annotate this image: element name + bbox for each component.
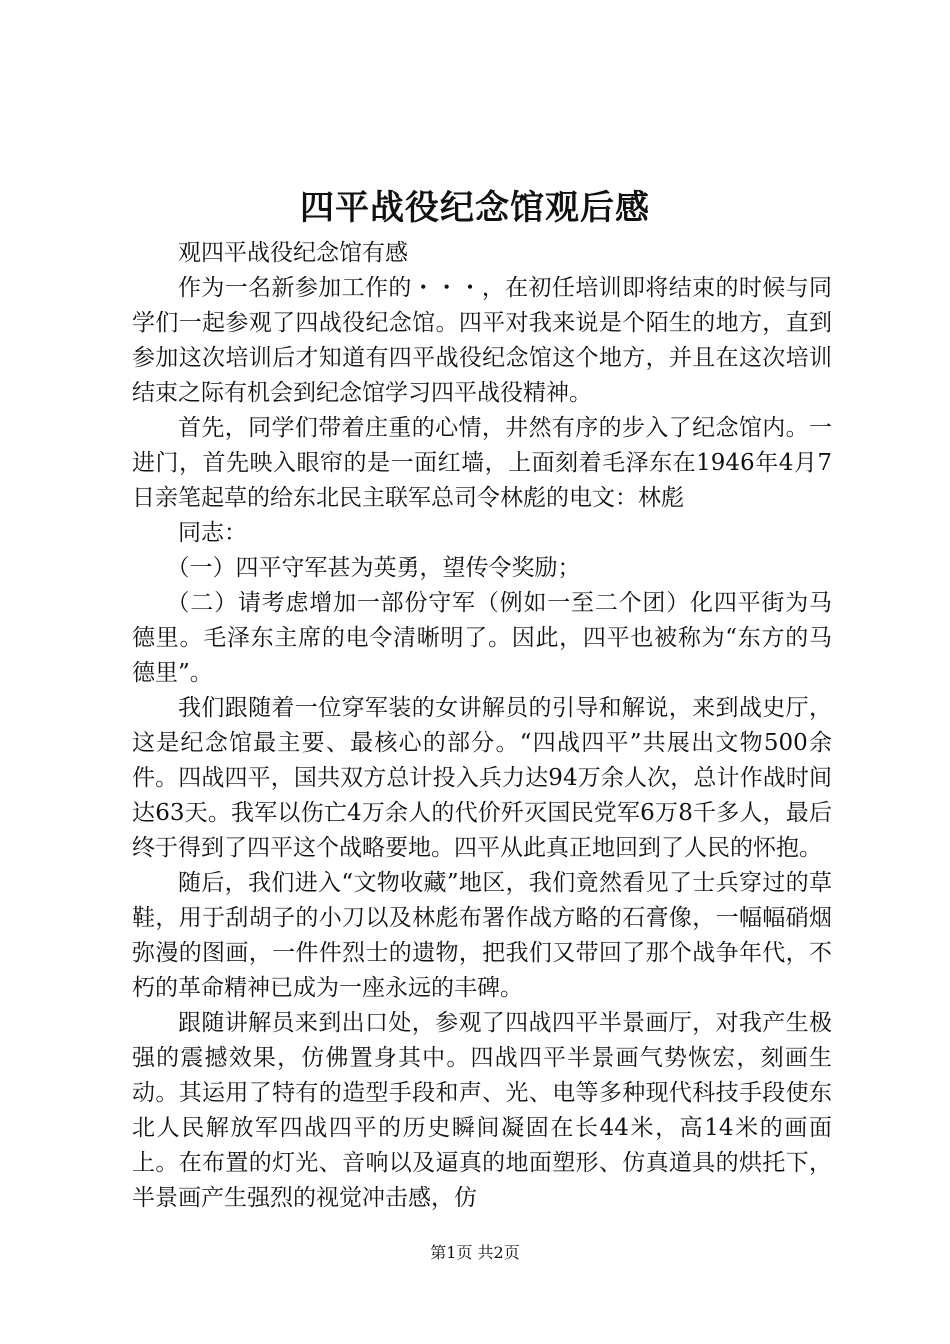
- paragraph: 跟随讲解员来到出口处，参观了四战四平半景画厅，对我产生极强的震撼效果，仿佛置身其中。四战四平半景画气势恢宏，刻画生动。其运用了特有的造型手段和声、光、电等多种现代科技手段使东北人民解放军四战四平的历史瞬间凝固在长44米，高14米的画面上。在布置的灯光、音响以及逼真的地面塑形、仿真道具的烘托下，半景画产生强烈的视觉冲击感，仿: [132, 1010, 832, 1211]
- paragraph: 首先，同学们带着庄重的心情，井然有序的步入了纪念馆内。一进门，首先映入眼帘的是一面红墙，上面刻着毛泽东在1946年4月7日亲笔起草的给东北民主联军总司令林彪的电文：林彪: [132, 415, 832, 511]
- paragraph: （二）请考虑增加一部份守军（例如一至二个团）化四平街为马德里。毛泽东主席的电令清晰明了。因此，四平也被称为“东方的马德里”。: [132, 590, 832, 686]
- document-body: [132, 236, 832, 1216]
- page-footer: 第1页 共2页: [430, 1243, 520, 1262]
- paragraph: 我们跟随着一位穿军装的女讲解员的引导和解说，来到战史厅，这是纪念馆最主要、最核心的部分。“四战四平”共展出文物500余件。四战四平，国共双方总计投入兵力达94万余人次，总计作战时间达63天。我军以伤亡4万余人的代价歼灭国民党军6万8千多人，最后终于得到了四平这个战略要地。四平从此真正地回到了人民的怀抱。: [132, 695, 832, 861]
- paragraph: 同志：: [178, 520, 247, 546]
- paragraph: （一）四平守军甚为英勇，望传令奖励；: [166, 555, 581, 581]
- paragraph: 随后，我们进入“文物收藏”地区，我们竟然看见了士兵穿过的草鞋，用于刮胡子的小刀以及林彪布署作战方略的石膏像，一幅幅硝烟弥漫的图画，一件件烈士的遗物，把我们又带回了那个战争年代，不朽的革命精神已成为一座永远的丰碑。: [132, 870, 832, 1001]
- paragraph: 作为一名新参加工作的・・・，在初任培训即将结束的时候与同学们一起参观了四战役纪念馆。四平对我来说是个陌生的地方，直到参加这次培训后才知道有四平战役纪念馆这个地方，并且在这次培训结束之际有机会到纪念馆学习四平战役精神。: [132, 275, 832, 406]
- paragraph-subtitle: 观四平战役纪念馆有感: [178, 240, 408, 266]
- document-title: 四平战役纪念馆观后感: [300, 188, 650, 228]
